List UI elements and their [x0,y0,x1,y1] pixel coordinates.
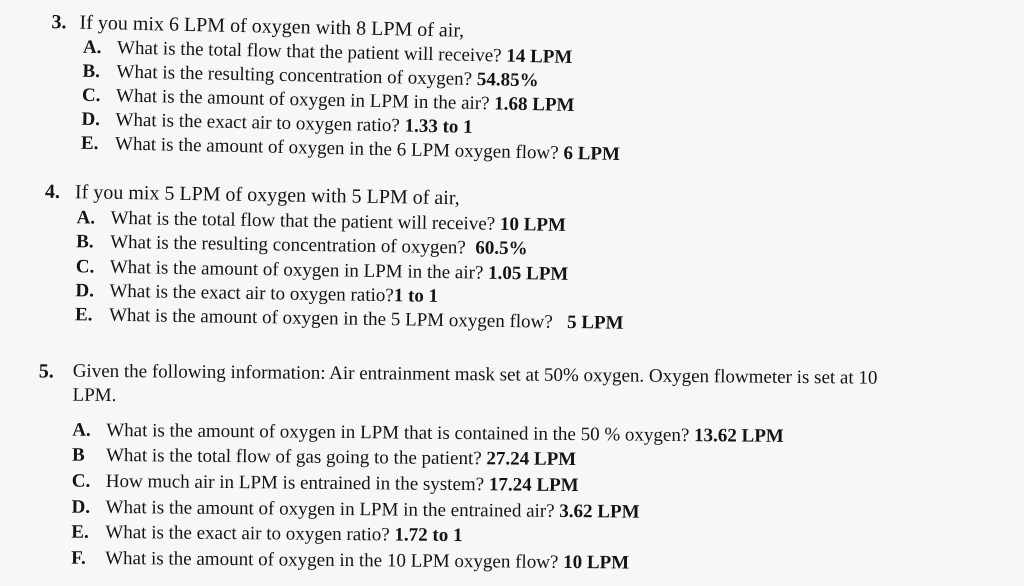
item-text: What is the exact air to oxygen ratio? [115,109,401,137]
item-text: What is the amount of oxygen in LPM that is contained in the 50 % oxygen? [106,419,690,447]
item-text: How much air in LPM is entrained in the system? [105,470,485,496]
item-letter: B. [82,60,101,83]
sub-question [72,445,576,471]
question-number: 4. [44,180,61,203]
question-3 [0,0,1024,166]
item-letter: B [71,444,85,466]
item-letter: F. [71,547,86,569]
sub-question [72,471,579,497]
item-letter: A. [82,36,102,59]
item-answer: 5 LPM [566,311,624,334]
sub-question [72,420,784,448]
item-text: What is the amount of oxygen in LPM in the entrained air? [105,496,555,522]
item-answer: 17.24 LPM [488,474,579,497]
item-letter: E. [71,521,89,543]
item-letter: C. [71,470,91,492]
item-answer: 14 LPM [506,45,573,68]
item-answer: 3.62 LPM [559,500,640,523]
item-answer: 1 to 1 [393,285,439,307]
question-stem: Given the following information: Air entrainment mask set at 50% oxygen. Oxygen flowmeter is set at 10 [72,360,878,389]
item-answer: 60.5% [475,237,528,260]
sub-question [71,548,629,575]
item-answer: 1.33 to 1 [404,115,473,138]
sub-question [76,231,528,260]
item-answer: 6 LPM [563,142,621,166]
sub-question [75,280,438,308]
item-letter: E. [74,304,93,326]
item-text: What is the total flow that the patient will receive? [110,207,496,235]
sub-question [71,497,639,524]
sub-question [75,304,624,335]
item-letter: B. [76,231,94,253]
item-text: What is the total flow of gas going to the patient? [105,444,482,470]
item-answer: 27.24 LPM [486,448,577,471]
question-stem-continued: LPM. [72,384,117,407]
item-text: What is the amount of oxygen in the 5 LPM oxygen flow? [108,304,553,333]
item-letter: D. [81,108,101,131]
item-letter: D. [75,280,95,302]
item-letter: D. [71,496,91,518]
item-answer: 13.62 LPM [693,425,784,447]
question-number: 5. [38,360,54,383]
item-text: What is the resulting concentration of oxygen? [110,231,466,259]
item-text: What is the total flow that the patient will receive? [116,37,502,67]
item-answer: 1.68 LPM [494,93,575,117]
item-letter: A. [72,419,91,441]
item-text: What is the exact air to oxygen ratio? [109,280,394,307]
item-text: What is the amount of oxygen in LPM in the air? [115,85,490,115]
item-answer: 10 LPM [499,213,567,236]
question-number: 3. [51,11,67,34]
item-answer: 1.72 to 1 [394,524,463,547]
item-answer: 54.85% [476,69,539,92]
item-letter: C. [81,84,101,107]
item-letter: A. [76,207,96,229]
question-stem: If you mix 6 LPM of oxygen with 8 LPM of air, [79,11,465,42]
item-letter: E. [80,132,99,155]
item-text: What is the amount of oxygen in the 6 LPM oxygen flow? [114,133,559,164]
item-text: What is the resulting concentration of oxygen? [116,61,473,90]
item-text: What is the amount of oxygen in the 10 LPM oxygen flow? [105,547,559,573]
question-stem: If you mix 5 LPM of oxygen with 5 LPM of air, [74,181,460,210]
item-answer: 10 LPM [563,551,630,574]
sub-question [81,133,620,166]
item-letter: C. [75,256,95,278]
item-text: What is the exact air to oxygen ratio? [105,521,390,546]
sub-question [71,522,462,547]
item-answer: 1.05 LPM [487,262,569,285]
item-text: What is the amount of oxygen in LPM in the air? [109,256,484,284]
